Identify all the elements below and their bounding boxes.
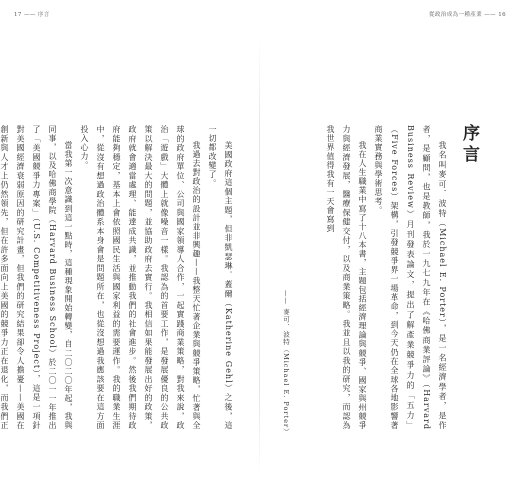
chapter-title: 序言 [459,124,479,166]
right-paragraph-1: 我名叫麥可．波特（Michael E. Porter），是一名經濟學者，是作者，是顧問，也是教師，我於一九七九年在《哈佛商業評論》（Harvard Business Review）月刊發表論文，提出了解產業競爭力的「五力」（Five Forces）架構，引發競爭界一場革命，到今天仍在全球各地影響著商業實務與學術思考。 [374,125,447,430]
right-page [262,0,520,500]
author-signature: —— 麥可．波特（Michael E. Porter） [282,290,290,436]
right-page-body [312,125,450,430]
left-running-header: 17 —— 序言 [14,12,50,18]
left-paragraph-3: 當我第一次意識到這一點時，這種現象開始轉變，自二〇二〇年起，我與同事，以及哈佛商學院（Harvard Business School）於二〇一一年推出了「美國競爭力專案」（U.S. Competitiveness Project），這是一項針對美國經濟衰弱原因的研究計畫，但我們的研究結果卻令人擔憂——美國在創新與人才上仍然領先，但在許多面向上美國的競爭力正在退化，而我們正 [0,125,73,430]
right-paragraph-2: 我在人生職業中寫了十八本書，主題包括經濟理論與競爭、國家與州競爭力與經濟發展，醫療保健交付，以及商業策略。我並且以我的研究，而認為我世界值得我有一天會寫到 [326,125,367,430]
left-paragraph-1: 美國政府這個主題，但非凱瑟琳．蓋爾（Katherine Gehl）之後，這一切都改變了。 [208,125,233,430]
left-page-body [0,125,236,430]
book-gutter [259,40,260,480]
left-paragraph-2: 我過去對政治的設計並非興趣——我整天忙著企業與競爭策略，忙著與全球的政府單位、公司與國家領導人合作，一起實踐商業策略，對我來說，政治「遊戲」大體上就像噪音一樣。我認為的首要工作，是發展優良的公共政策以解決最大的問題，並協助政府去實行。我相信如果能發展出好的政策，政府就會適當處理、能達成共識，並推動我們的社會進步。然後我們期待政府能夠穩定，基本上會依照國民生活與國家利益的需要運作。我的職業生涯中，從沒有想過政治體系本身會是問題所在，也從沒想過我應該要在這方面投入心力。 [80,125,201,430]
right-running-header: 從政治成為一種產業 —— 16 [429,12,506,18]
left-page [0,0,258,500]
